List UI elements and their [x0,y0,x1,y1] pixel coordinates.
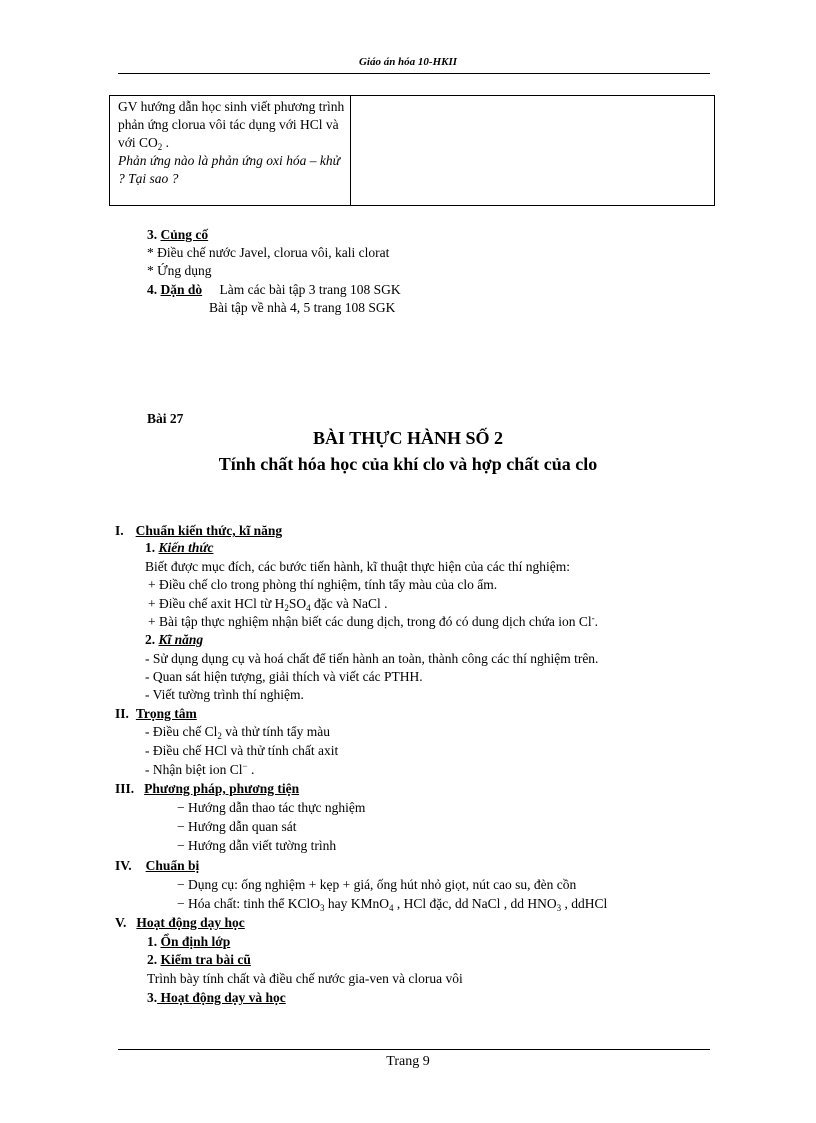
cell-text-2: Phản ứng nào là phản ứng oxi hóa – khử ? Tại sao ? [118,153,340,186]
section2-heading: II. Trọng tâm [115,706,197,721]
section5-sub2: 2. Kiểm tra bài cũ [147,952,251,967]
section1-sub1: 1. Kiến thức [145,540,214,555]
table-cell-teacher [118,98,348,188]
knowledge-intro: Biết được mục đích, các bước tiến hành, kĩ thuật thực hiện của các thí nghiệm: [145,559,570,574]
page-number: Trang 9 [386,1054,430,1069]
homework-text-2: Bài tập về nhà 4, 5 trang 108 SGK [209,300,396,315]
review-text: Trình bày tính chất và điều chế nước gia-ven và clorua vôi [147,971,463,986]
consolidation-item-1: * Điều chế nước Javel, clorua vôi, kali clorat [147,245,390,260]
consolidation-item-2: * Ứng dụng [147,263,212,278]
section1-heading: I. Chuẩn kiến thức, kĩ năng [115,523,283,538]
skill-item-1: - Sử dụng dụng cụ và hoá chất để tiến hành an toàn, thành công các thí nghiệm trên. [145,651,599,666]
footer-rule [118,1049,710,1050]
activity-table [109,95,715,206]
knowledge-item-3: + Bài tập thực nghiệm nhận biết các dung dịch, trong đó có dung dịch chứa ion Cl-. [148,613,599,629]
header-rule [118,73,710,74]
section5-heading: V. Hoạt động dạy học [115,915,245,930]
section3-heading: III. Phương pháp, phương tiện [115,781,300,796]
skill-item-3: - Viết tường trình thí nghiệm. [145,687,304,702]
skill-item-2: - Quan sát hiện tượng, giải thích và viết các PTHH. [145,669,423,684]
focus-item-3: - Nhận biệt ion Cl− . [145,761,255,777]
section4-heading: IV. Chuẩn bị [115,858,200,873]
cell-text-1-sub: 2 [157,142,163,152]
prep-item-2: − Hóa chất: tinh thể KClO$_3$ hay KMnO$_4$ , HCl đặc, dd NaCl , dd $HNO_3$ , ddHCl [177,896,608,913]
focus-item-2: - Điều chế HCl và thử tính chất axit [145,743,339,758]
lesson-number: Bài 27 [147,411,184,426]
method-item-2: − Hướng dẫn quan sát [177,819,297,834]
table-divider [350,96,351,205]
section5-sub1: 1. Ổn định lớp [147,934,231,949]
consolidation-heading: 3. Củng cố [147,227,209,242]
method-item-3: − Hướng dẫn viết tường trình [177,838,337,853]
homework-heading: 4. Dặn dò Làm các bài tập 3 trang 108 SGK [147,282,401,297]
lesson-title: BÀI THỰC HÀNH SỐ 2 [312,428,504,448]
knowledge-item-2: + Điều chế axit HCl từ $H_2SO_4$ đặc và NaCl . [148,596,388,613]
cell-text-1-end: . [162,135,170,150]
method-item-1: − Hướng dẫn thao tác thực nghiệm [177,800,366,815]
prep-item-1: − Dụng cụ: ống nghiệm + kẹp + giá, ống hút nhỏ giọt, nút cao su, đèn cồn [177,877,577,892]
focus-item-1: - Điều chế $Cl_2$ và thử tính tẩy màu [145,724,331,741]
section5-sub3: 3. Hoạt động dạy và học [147,990,286,1005]
section1-sub2: 2. Kĩ năng [145,632,204,647]
knowledge-item-1: + Điều chế clo trong phòng thí nghiệm, tính tẩy màu của clo ẩm. [148,577,498,592]
lesson-subtitle: Tính chất hóa học của khí clo và hợp chất của clo [218,454,598,474]
cell-text-1: GV hướng dẫn học sinh viết phương trình phản ứng clorua vôi tác dụng với HCl và với CO [118,99,345,150]
page-header: Giáo án hóa 10-HKII [358,56,458,68]
